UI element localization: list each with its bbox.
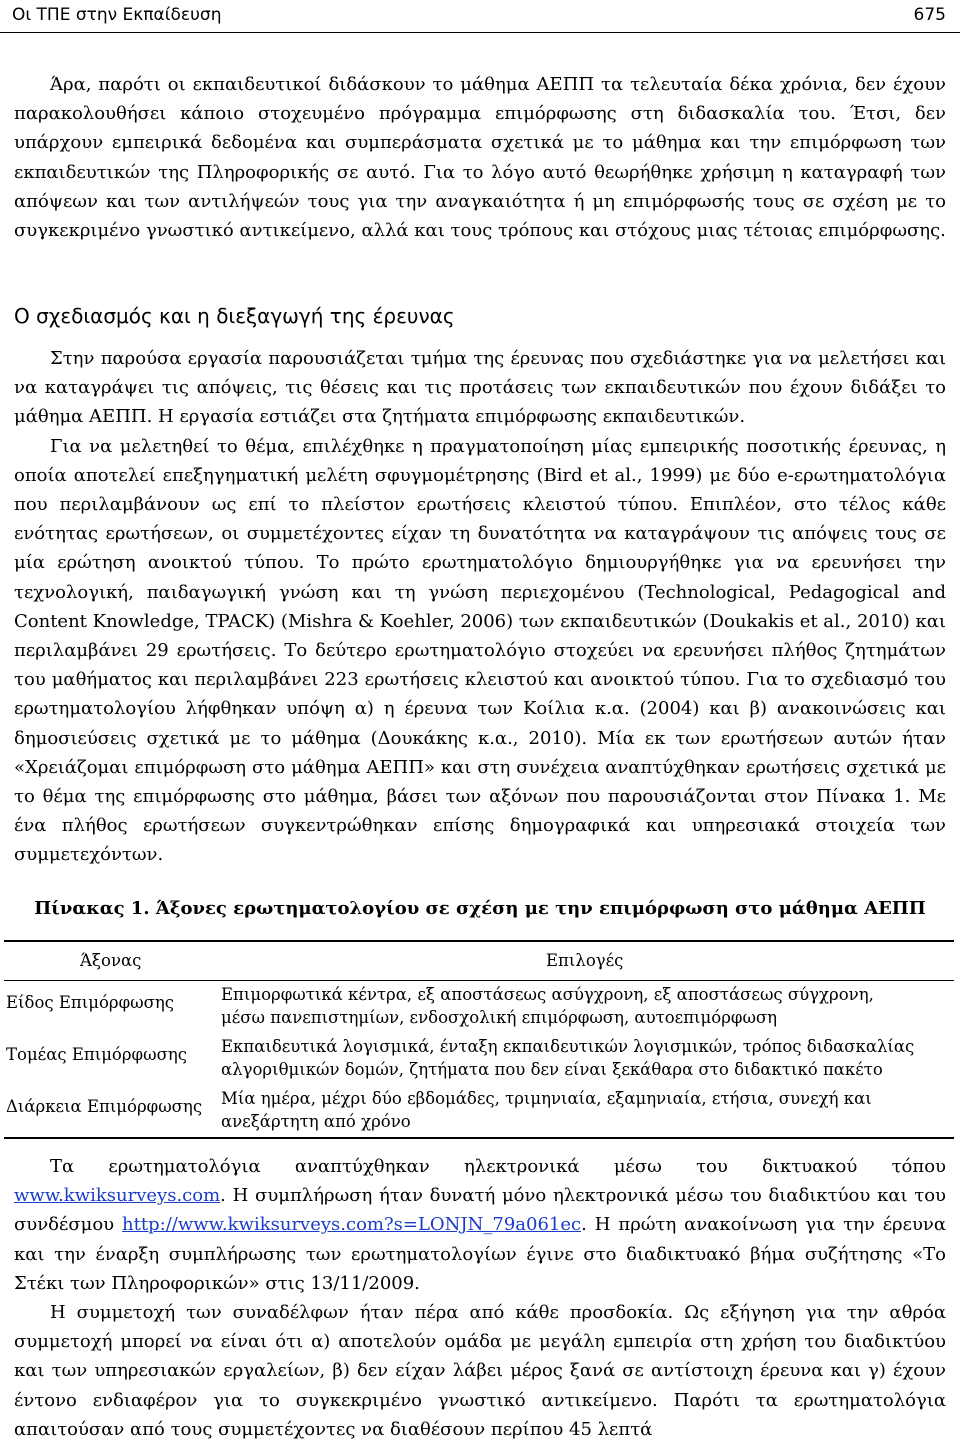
table-row <box>4 1085 954 1137</box>
method-section <box>14 344 946 870</box>
column-header-options: Επιλογές <box>546 951 624 970</box>
paragraph-2: Στην παρούσα εργασία παρουσιάζεται τμήμα της έρευνας που σχεδιάστηκε για να μελετήσει και να καταγράψει τις απόψεις, τις θέσεις και τις προτάσεις των εκπαιδευτικών που έχουν διδάξει το μάθημα ΑΕΠΠ. Η εργασία εστιάζει στα ζητήματα επιμόρφωσης εκπαιδευτικών. <box>14 348 946 428</box>
page-number: 675 <box>913 5 946 25</box>
paragraph-3: Για να μελετηθεί το θέμα, επιλέχθηκε η πραγματοποίηση μίας εμπειρικής ποσοτικής έρευνας, η οποία αποτελεί επεξηγηματική μελέτη σφυγμομέτρησης (Bird et al., 1999) με δύο e-ερωτηματολόγια που περιλαμβάνουν ως επί το πλείστον ερωτήσεις κλειστού τύπου. Επιπλέον, στο τέλος κάθε ενότητας ερωτήσεων, οι συμμετέχοντες είχαν τη δυνατότητα να καταγράψουν τις απόψεις τους σε μία ερώτηση ανοικτού τύπου. Το πρώτο ερωτηματολόγιο δημιουργήθηκε για να ερευνήσει την τεχνολογική, παιδαγωγική γνώση και τη γνώση περιεχομένου (Technological, Pedagogical and Content Knowledge, TPACK) (Mishra & Koehler, 2006) των εκπαιδευτικών (Doukakis et al., 2010) και περιλαμβάνει 29 ερωτήσεις. Το δεύτερο ερωτηματολόγιο στοχεύει να ερευνήσει πλήθος ζητημάτων του μαθήματος και περιλαμβάνει 223 ερωτήσεις κλειστού και ανοικτού τύπου. Για το σχεδιασμό του ερωτηματολογίου λήφθηκαν υπόψη α) η έρευνα των Κοίλια κ.α. (2004) και β) ανακοινώσεις και δημοσιεύσεις σχετικά με το μάθημα (Δουκάκης κ.α., 2010). Μία εκ των ερωτήσεων αυτών ήταν «Χρειάζομαι επιμόρφωση στο μάθημα ΑΕΠΠ» και στη συνέχεια αναπτύχθηκαν ερωτήσεις σχετικά με το θέμα της επιμόρφωσης στο μάθημα, βάσει των αξόνων που παρουσιάζονται στον Πίνακα 1. Με ένα πλήθος ερωτήσεων συγκεντρώθηκαν επίσης δημογραφικά και υπηρεσιακά στοιχεία των συμμετεχόντων. <box>14 435 946 866</box>
paragraph-4-text: . Η συμπλήρωση ήταν δυνατή μόνο ηλεκτρονικά μέσω του διαδικτύου και του συνδέσμου <box>14 1185 946 1236</box>
options-line: Εκπαιδευτικά λογισμικά, ένταξη εκπαιδευτικών λογισμικών, τρόπος διδασκαλίας <box>221 1037 915 1056</box>
table-cell-options <box>221 983 874 1029</box>
running-header <box>0 0 960 33</box>
table-cell-axis: Διάρκεια Επιμόρφωσης <box>6 1097 203 1116</box>
paragraph-4 <box>14 1152 946 1298</box>
options-line: μέσω πανεπιστημίων, ενδοσχολική επιμόρφωση, αυτοεπιμόρφωση <box>221 1008 778 1027</box>
options-line: Μία ημέρα, μέχρι δύο εβδομάδες, τριμηνιαία, εξαμηνιαία, ετήσια, συνεχή και <box>221 1089 872 1108</box>
options-line: Επιμορφωτικά κέντρα, εξ αποστάσεως ασύγχρονη, εξ αποστάσεως σύγχρονη, <box>221 985 874 1004</box>
table-cell-axis: Είδος Επιμόρφωσης <box>6 993 174 1012</box>
options-line: αλγοριθμικών δομών, ζητήματα που δεν είναι ξεκάθαρα στο διδακτικό πακέτο <box>221 1060 883 1079</box>
kwiksurveys-link[interactable]: www.kwiksurveys.com <box>14 1185 221 1207</box>
table-cell-options <box>221 1087 872 1133</box>
table-row <box>4 1033 954 1085</box>
axes-table <box>4 940 954 1139</box>
survey-url-link[interactable]: http://www.kwiksurveys.com?s=LONJN_79a061ec <box>122 1214 582 1236</box>
paragraph-4-text: . Η πρώτη ανακοίνωση για την έρευνα και την έναρξη συμπλήρωσης των ερωτηματολογίων έγινε στο διαδικτυακό βήμα συζήτησης «Το Στέκι των Πληροφορικών» στις 13/11/2009. <box>14 1214 946 1294</box>
procedure-section <box>14 1152 946 1444</box>
paragraph-1: Άρα, παρότι οι εκπαιδευτικοί διδάσκουν το μάθημα ΑΕΠΠ τα τελευταία δέκα χρόνια, δεν έχουν παρακολουθήσει κάποιο στοχευμένο πρόγραμμα επιμόρφωσης στη διδασκαλία του. Έτσι, δεν υπάρχουν εμπειρικά δεδομένα και συμπεράσματα σχετικά με το μάθημα και την επιμόρφωση των εκπαιδευτικών της Πληροφορικής σε αυτό. Για το λόγο αυτό θεωρήθηκε χρήσιμη η καταγραφή των απόψεων και των αντιλήψεών τους για την αναγκαιότητα ή μη επιμόρφωσής τους σε σχέση με το συγκεκριμένο γνωστικό αντικείμενο, αλλά και τους τρόπους και στόχους μιας τέτοιας επιμόρφωσης. <box>14 74 946 242</box>
section-heading: Ο σχεδιασμός και η διεξαγωγή της έρευνας <box>14 304 455 328</box>
table-caption: Πίνακας 1. Άξονες ερωτηματολογίου σε σχέση με την επιμόρφωση στο μάθημα ΑΕΠΠ <box>34 898 926 919</box>
intro-section <box>14 70 946 245</box>
journal-title: Οι ΤΠΕ στην Εκπαίδευση <box>12 5 222 25</box>
paragraph-5: Η συμμετοχή των συναδέλφων ήταν πέρα από κάθε προσδοκία. Ως εξήγηση για την αθρόα συμμετοχή μπορεί να είναι ότι α) αποτελούν ομάδα με μεγάλη εμπειρία στη χρήση του διαδικτύου και των υπηρεσιακών εργαλείων, β) δεν είχαν λάβει μέρος ξανά σε αντίστοιχη έρευνα και γ) έχουν έντονο ενδιαφέρον για το συγκεκριμένο γνωστικό αντικείμενο. Παρότι τα ερωτηματολόγια απαιτούσαν από τους συμμετέχοντες να διαθέσουν περίπου 45 λεπτά <box>14 1302 946 1440</box>
table-row <box>4 981 954 1033</box>
options-line: ανεξάρτητη από χρόνο <box>221 1112 411 1131</box>
column-header-axis: Άξονας <box>80 951 142 970</box>
table-header <box>4 942 954 981</box>
table-cell-options <box>221 1035 914 1081</box>
paragraph-4-text: Τα ερωτηματολόγια αναπτύχθηκαν ηλεκτρονικά μέσω του δικτυακού τόπου <box>50 1156 946 1177</box>
table-cell-axis: Τομέας Επιμόρφωσης <box>6 1045 187 1064</box>
